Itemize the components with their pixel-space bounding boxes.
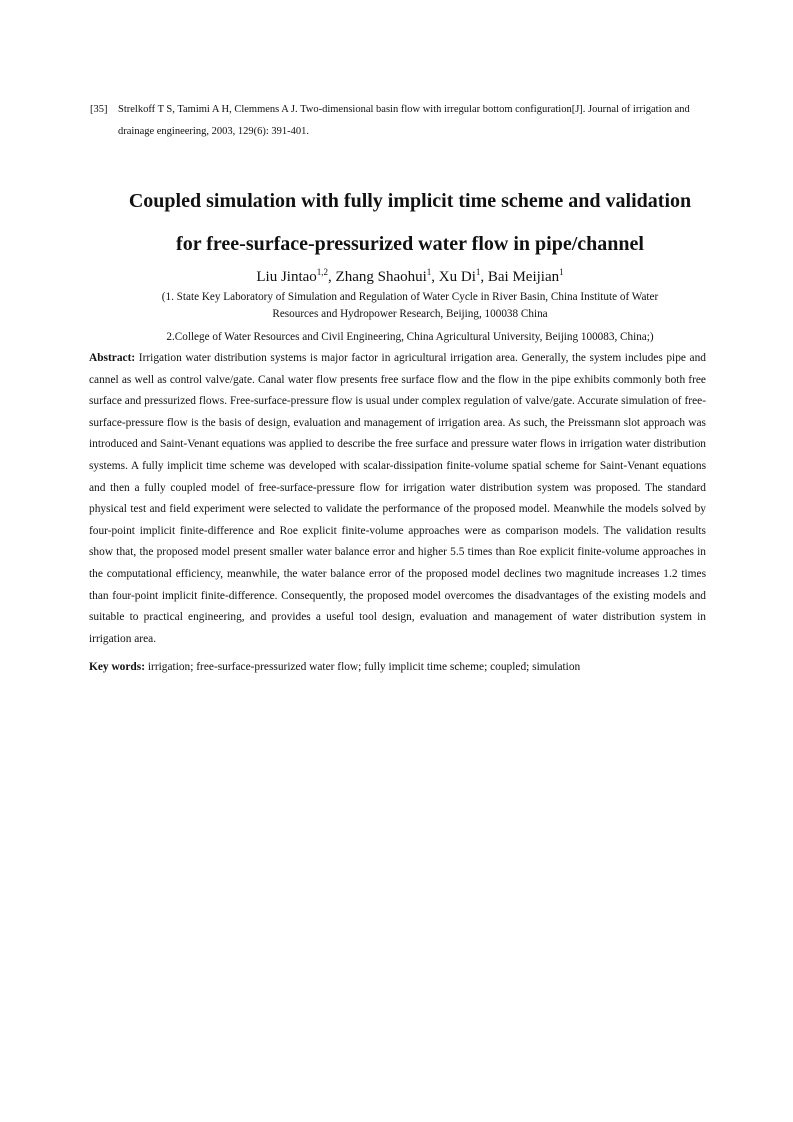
author-affiliation-mark: 1 (559, 267, 564, 277)
keywords (89, 657, 706, 679)
author-list (90, 262, 730, 287)
author-name: Zhang Shaohui (335, 269, 427, 285)
reference-text: Strelkoff T S, Tamimi A H, Clemmens A J. Two-dimensional basin flow with irregular bottom configuration[J]. Journal of irrigation and drainage engineering, 2003, 129(6): 391-401. (118, 104, 690, 137)
abstract (89, 348, 706, 650)
author-separator: , (480, 269, 488, 285)
affiliation-line-2: Resources and Hydropower Research, Beijing, 100038 China (272, 308, 548, 320)
affiliation-line-3: 2.College of Water Resources and Civil Engineering, China Agricultural University, Beijing 100083, China;) (166, 331, 654, 343)
author-name: Liu Jintao (256, 269, 317, 285)
author-name: Xu Di (438, 269, 476, 285)
reference-entry (90, 99, 710, 143)
paper-title-line-2: for free-surface-pressurized water flow in pipe/channel (176, 233, 644, 255)
keywords-text: irrigation; free-surface-pressurized water flow; fully implicit time scheme; coupled; simulation (147, 661, 581, 673)
author-affiliation-mark: 1,2 (316, 267, 329, 277)
abstract-label: Abstract: (89, 352, 136, 364)
reference-number: [35] (90, 104, 108, 115)
keywords-label: Key words: (89, 661, 145, 673)
affiliation-line-1: (1. State Key Laboratory of Simulation and Regulation of Water Cycle in River Basin, China Institute of Water (161, 291, 659, 303)
author-separator: , (431, 269, 439, 285)
paper-title-line-1: Coupled simulation with fully implicit time scheme and validation (128, 190, 692, 212)
author-name: Bai Meijian (487, 269, 560, 285)
author-separator: , (328, 269, 336, 285)
author-affiliation-mark: 1 (475, 267, 481, 277)
abstract-text: Irrigation water distribution systems is major factor in agricultural irrigation area. Generally, the system includes pipe and cannel as well as control valve/gate. Canal water flow presents free surface flow and the flow in the pipe exhibits commonly both free surface and pressurized flows. Free-surface-pressure flow is usual under complex regulation of valve/gate. Accurate simulation of free-surface-pressure flow is the basis of design, evaluation and management of irrigation area. As such, the Preissmann slot approach was introduced and Saint-Venant equations was applied to describe the free surface and pressure water flows in irrigation water distribution systems. A fully implicit time scheme was developed with scalar-dissipation finite-volume spatial scheme for Saint-Venant equations and then a fully coupled model of free-surface-pressure flow for irrigation water distribution system was proposed. The standard physical test and field experiment were selected to validate the performance of the proposed model. Meanwhile the models solved by four-point implicit finite-difference and Roe explicit finite-volume approaches were as comparison models. The validation results show that, the proposed model present smaller water balance error and higher 5.5 times than Roe explicit finite-volume approaches in the computational efficiency, meanwhile, the water balance error of the proposed model declines two magnitude increases 1.2 times than four-point implicit finite-difference. Consequently, the proposed model overcomes the disadvantages of the existing models and suitable to practical engineering, and provides a useful tool design, evaluation and management of water distribution system in irrigation area. (89, 352, 706, 645)
author-affiliation-mark: 1 (426, 267, 432, 277)
